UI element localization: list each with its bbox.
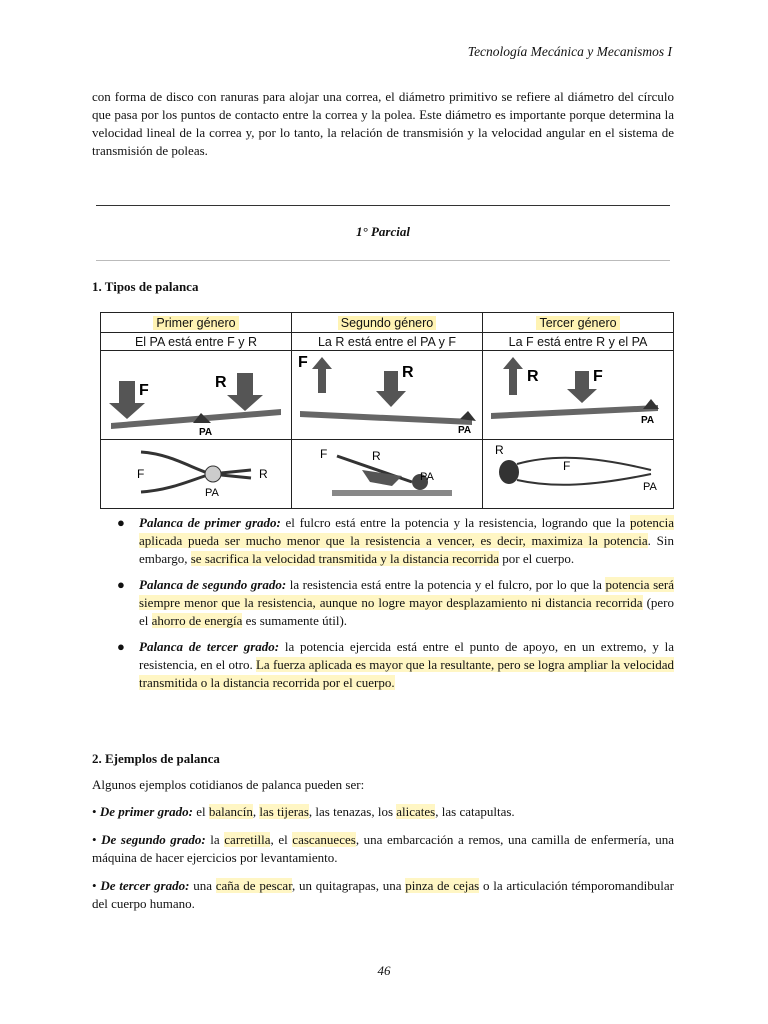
heading-tipos-de-palanca: 1. Tipos de palanca: [92, 279, 199, 294]
col2-title: Segundo género: [292, 313, 483, 333]
pliers-example-diagram: [101, 440, 292, 509]
col2-desc: La R está entre el PA y F: [292, 333, 483, 351]
running-header: Tecnología Mecánica y Mecanismos I: [467, 44, 672, 59]
example-first-class: • De primer grado: el balancín, las tijeras, las tenazas, los alicates, las catapultas.: [92, 804, 515, 819]
lever-types-list: [92, 514, 674, 700]
first-class-lever-diagram: [101, 351, 292, 440]
third-class-lever-diagram: [483, 351, 674, 440]
example-third-class: • De tercer grado: una caña de pescar, un quitagrapas, una pinza de cejas o la articulación témporomandibular del cuerpo humano.: [92, 878, 674, 911]
col3-desc: La F está entre R y el PA: [483, 333, 674, 351]
lbl-wb-r: R: [372, 449, 381, 463]
lbl-pa2: PA: [458, 425, 472, 436]
col1-title: Primer género: [101, 313, 292, 333]
page-number: 46: [377, 963, 391, 978]
tweezers-example-diagram: [483, 440, 674, 509]
lever-types-table: [100, 312, 674, 509]
lbl-r: R: [215, 374, 227, 391]
lbl-tw-r: R: [495, 443, 504, 457]
section-title: 1° Parcial: [356, 224, 410, 239]
lbl-wb-f: F: [320, 447, 328, 461]
lbl-tw-f: F: [563, 459, 571, 473]
lbl-pa: PA: [199, 427, 213, 436]
list-item: ● Palanca de primer grado: el fulcro está entre la potencia y la resistencia, logrando que la potencia aplicada pueda ser mucho menor que la resistencia a vencer, es decir, maximiza la potencia. Sin embargo, se sacrifica la velocidad transmitida y la distancia recorrida por el cuerpo.: [117, 515, 674, 566]
list-item: ● Palanca de tercer grado: la potencia ejercida está entre el punto de apoyo, en un extremo, y la resistencia, en el otro. La fuerza aplicada es mayor que la resultante, pero se logra ampliar la velocidad transmitida o la distancia recorrida por el cuerpo.: [117, 639, 674, 690]
second-class-lever-diagram: [292, 351, 483, 440]
heading-ejemplos-de-palanca: 2. Ejemplos de palanca: [92, 751, 220, 766]
lbl-pliers-r: R: [259, 467, 268, 481]
lbl-r2: R: [402, 364, 414, 381]
section-rule-bottom: [96, 260, 670, 261]
list-item: ● Palanca de segundo grado: la resistencia está entre la potencia y el fulcro, por lo que la potencia será siempre menor que la resistencia, aunque no logre mayor desplazamiento ni distancia recorrida (pero el ahorro de energía es sumamente útil).: [117, 577, 675, 628]
lbl-f3: F: [593, 368, 603, 385]
lbl-wb-pa: PA: [420, 471, 434, 483]
example-second-class: • De segundo grado: la carretilla, el cascanueces, una embarcación a remos, una camilla de enfermería, una máquina de hacer ejercicios por levantamiento.: [92, 832, 674, 865]
lbl-pliers-f: F: [137, 467, 145, 481]
lbl-pa3: PA: [641, 415, 655, 426]
lbl-pliers-pa: PA: [205, 487, 219, 499]
col1-desc: El PA está entre F y R: [101, 333, 292, 351]
examples-intro: Algunos ejemplos cotidianos de palanca pueden ser:: [92, 777, 365, 792]
intro-paragraph: con forma de disco con ranuras para alojar una correa, el diámetro primitivo se refiere al diámetro del círculo que pasa por los puntos de contacto entre la correa y la polea. Este diámetro es importante porque determina la velocidad lineal de la correa y, por lo tanto, la relación de transmisión y la velocidad angular en el sistema de transmisión de poleas.: [92, 89, 674, 158]
wheelbarrow-example-diagram: [292, 440, 483, 509]
section-rule-top: [96, 205, 670, 206]
lbl-f2: F: [298, 354, 308, 371]
lbl-r3: R: [527, 368, 539, 385]
col3-title: Tercer género: [483, 313, 674, 333]
lbl-tw-pa: PA: [643, 481, 657, 493]
lbl-f: F: [139, 382, 149, 399]
